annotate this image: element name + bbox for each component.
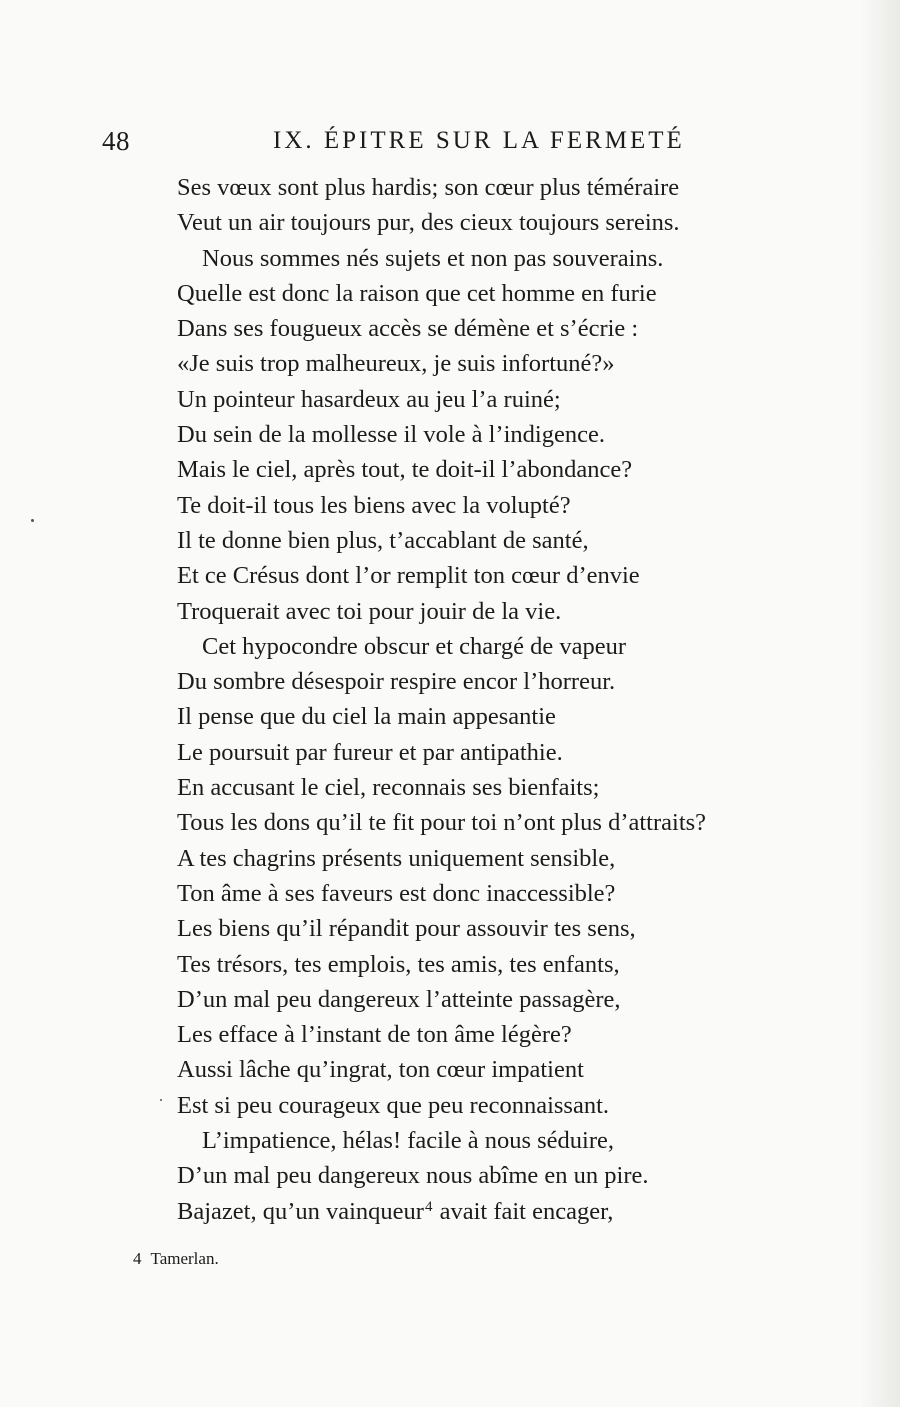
verse-line: Un pointeur hasardeux au jeu l’a ruiné; — [177, 385, 561, 413]
verse-line: Ton âme à ses faveurs est donc inaccessible? — [177, 879, 616, 907]
verse-line: Du sein de la mollesse il vole à l’indigence. — [177, 421, 605, 449]
verse-line: A tes chagrins présents uniquement sensible, — [177, 844, 616, 872]
verse-line: Il te donne bien plus, t’accablant de santé, — [177, 526, 589, 554]
verse-line: Les biens qu’il répandit pour assouvir tes sens, — [177, 915, 636, 943]
verse-line: Te doit-il tous les biens avec la volupté? — [177, 491, 571, 519]
verse-line: Mais le ciel, après tout, te doit-il l’abondance? — [177, 456, 633, 484]
verse-line: Et ce Crésus dont l’or remplit ton cœur d’envie — [177, 562, 640, 590]
verse-line: L’impatience, hélas! facile à nous séduire, — [202, 1127, 615, 1155]
verse-line-with-footnote — [177, 1194, 827, 1229]
footnote-number: 4 — [133, 1249, 142, 1268]
print-speck — [31, 519, 34, 522]
footnote-text: Tamerlan. — [150, 1249, 219, 1268]
verse-line: D’un mal peu dangereux nous abîme en un pire. — [177, 1162, 649, 1190]
page-number: 48 — [102, 126, 130, 156]
poem-body — [177, 170, 827, 1229]
verse-line: Tes trésors, tes emplois, tes amis, tes enfants, — [177, 950, 620, 978]
verse-line: Les efface à l’instant de ton âme légère? — [177, 1021, 572, 1049]
verse-line: Dans ses fougueux accès se démène et s’écrie : — [177, 315, 639, 343]
running-head: IX. ÉPITRE SUR LA FERMETÉ — [273, 127, 685, 154]
page-edge-shading — [860, 0, 900, 1407]
print-speck — [160, 1099, 162, 1101]
verse-line: «Je suis trop malheureux, je suis infortuné?» — [177, 350, 615, 378]
verse-line: En accusant le ciel, reconnais ses bienfaits; — [177, 774, 600, 802]
verse-line: Veut un air toujours pur, des cieux toujours sereins. — [177, 209, 680, 237]
verse-line: D’un mal peu dangereux l’atteinte passagère, — [177, 985, 621, 1013]
verse-text-before-marker: Bajazet, qu’un vainqueur — [177, 1197, 424, 1225]
verse-line: Il pense que du ciel la main appesantie — [177, 703, 556, 731]
verse-line: Cet hypocondre obscur et chargé de vapeur — [202, 632, 627, 660]
verse-line: Aussi lâche qu’ingrat, ton cœur impatient — [177, 1056, 584, 1084]
verse-line: Ses vœux sont plus hardis; son cœur plus téméraire — [177, 174, 680, 201]
verse-line: Quelle est donc la raison que cet homme en furie — [177, 279, 657, 307]
verse-line: Troquerait avec toi pour jouir de la vie. — [177, 597, 562, 625]
verse-line: Du sombre désespoir respire encor l’horreur. — [177, 668, 616, 696]
verse-line: Est si peu courageux que peu reconnaissant. — [177, 1091, 610, 1119]
footnote — [133, 1248, 219, 1270]
verse-line: Le poursuit par fureur et par antipathie. — [177, 738, 563, 766]
verse-line: Nous sommes nés sujets et non pas souverains. — [202, 244, 664, 272]
verse-text-after-marker: avait fait encager, — [433, 1197, 614, 1225]
verse-line: Tous les dons qu’il te fit pour toi n’ont plus d’attraits? — [177, 809, 707, 837]
footnote-marker: 4 — [424, 1198, 433, 1215]
